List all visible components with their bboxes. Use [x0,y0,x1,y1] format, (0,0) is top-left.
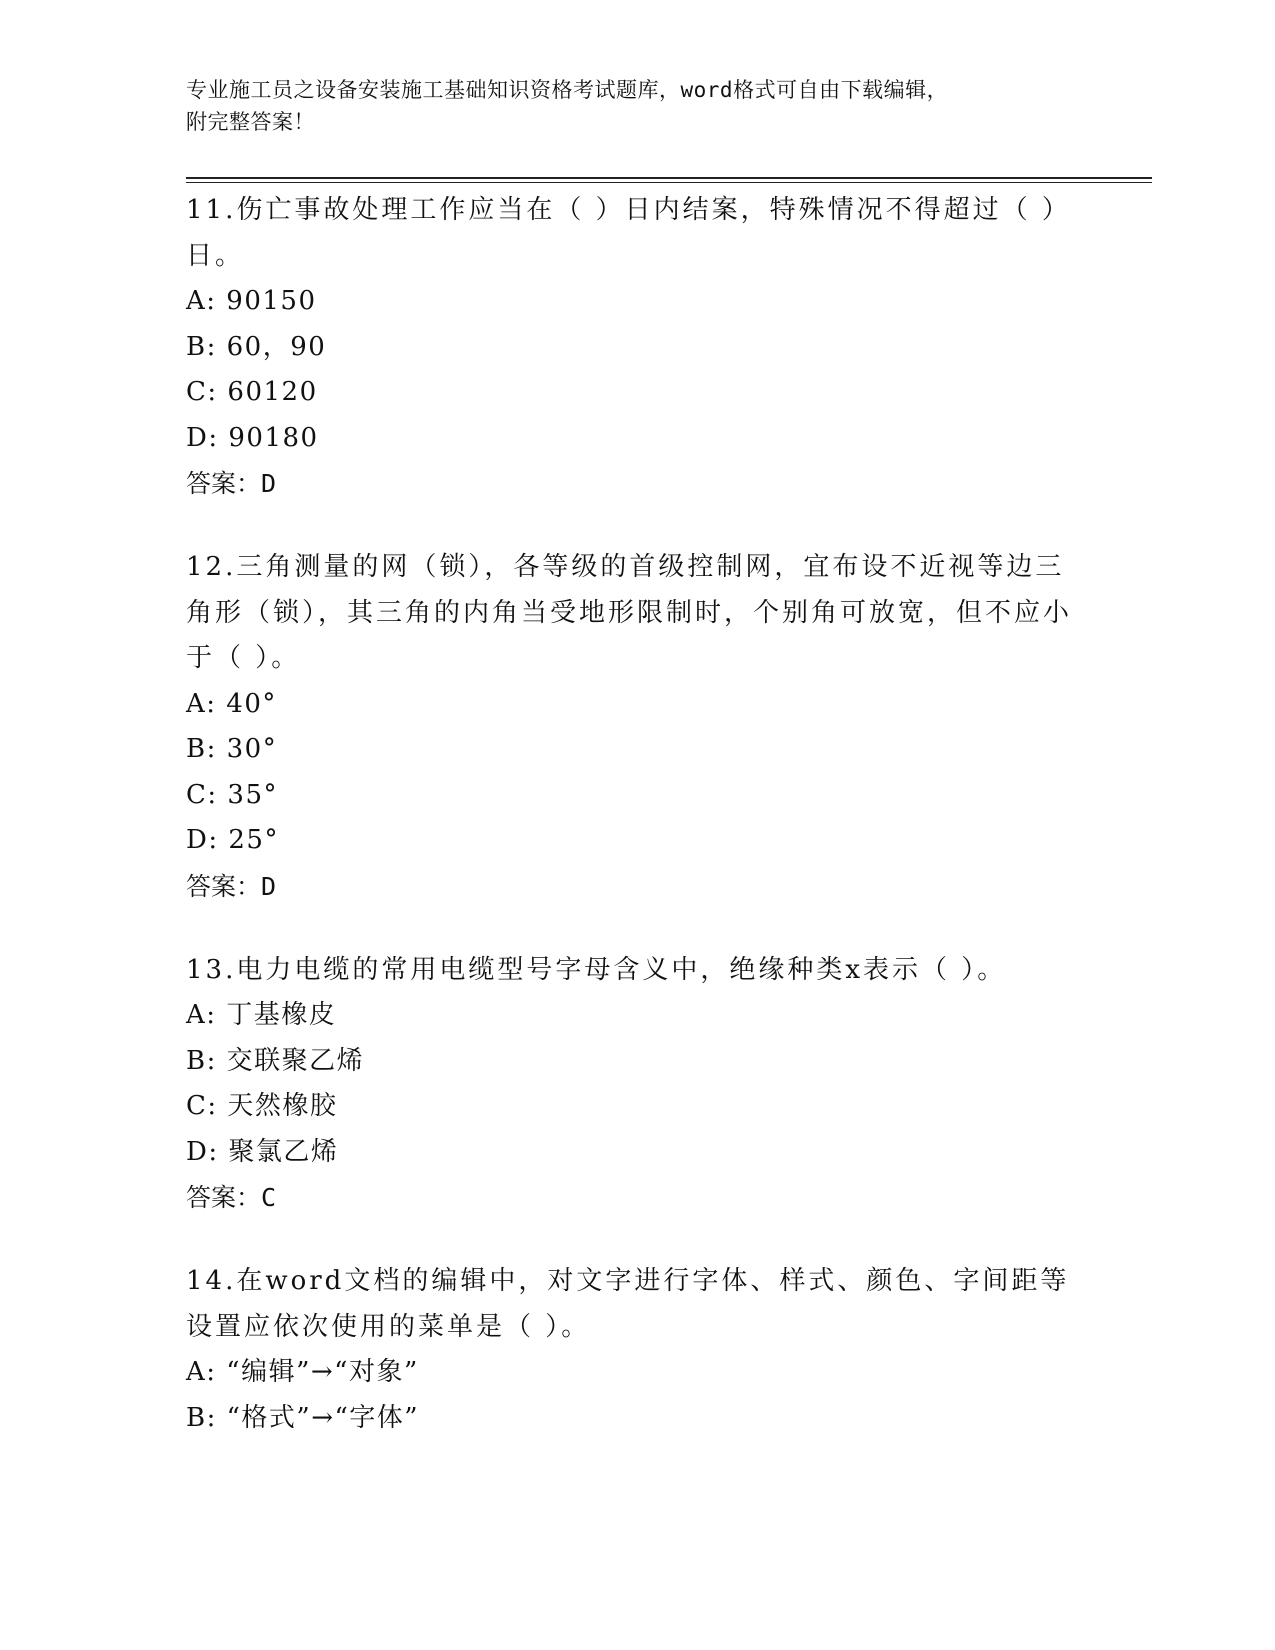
option-b: B: 交联聚乙烯 [186,1045,365,1076]
header-divider-thin [186,182,1152,183]
option-b: B: 30° [186,734,278,764]
answer: 答案：D [186,469,277,498]
option-c: C: 35° [186,779,279,810]
option-a: A: “编辑”→“对象” [186,1357,419,1387]
option-b: B: “格式”→“字体” [186,1402,420,1433]
question-12 [186,545,1086,909]
question-text: 14.在word文档的编辑中，对文字进行字体、样式、颜色、字间距等设置应依次使用的菜单是（ ）。 [186,1266,1070,1342]
question-14 [186,1259,1086,1441]
header-line-2: 附完整答案！ [186,110,315,134]
question-13 [186,948,1086,1221]
header-line-1: 专业施工员之设备安装施工基础知识资格考试题库，word格式可自由下载编辑， [186,78,949,102]
document-header [186,74,1066,138]
question-11 [186,188,1086,506]
question-list [186,188,1086,1480]
option-a: A: 90150 [186,286,317,316]
question-text: 11.伤亡事故处理工作应当在（ ）日内结案，特殊情况不得超过（ ）日。 [186,195,1071,271]
option-a: A: 丁基橡皮 [186,1000,337,1030]
answer: 答案：D [186,871,277,901]
option-b: B: 60，90 [186,331,327,362]
question-text: 13.电力电缆的常用电缆型号字母含义中，绝缘种类x表示（ ）。 [186,954,1007,985]
option-c: C: 60120 [186,377,318,407]
option-d: D: 25° [186,825,279,855]
question-text: 12.三角测量的网（锁），各等级的首级控制网，宜布设不近视等边三角形（锁），其三角的内角当受地形限制时，个别角可放宽，但不应小于（ ）。 [186,552,1073,673]
option-d: D: 90180 [186,422,319,453]
option-d: D: 聚氯乙烯 [186,1136,339,1167]
option-a: A: 40° [186,688,277,719]
answer: 答案：C [186,1183,277,1212]
header-divider [186,177,1152,179]
option-c: C: 天然橡胶 [186,1091,338,1121]
